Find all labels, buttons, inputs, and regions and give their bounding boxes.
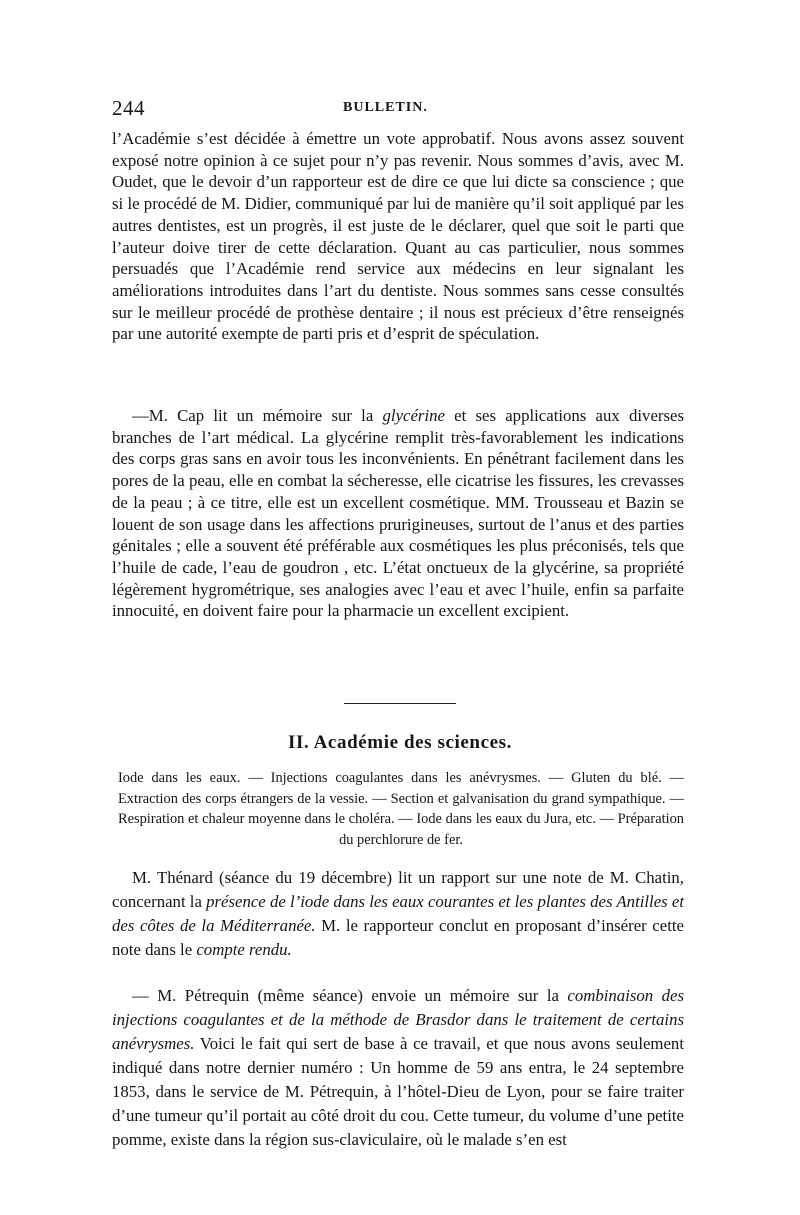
paragraph-thenard-italic-b: présence de l’iode dans les eaux courantes et les plantes des Antilles et des côtes de la Méditerranée. — [112, 892, 685, 935]
page-number: 244 — [112, 96, 145, 120]
paragraph-petrequin-italic: combinaison des injections coagulantes et de la méthode de Brasdor dans le traitement de certains anévrysmes. — [112, 986, 684, 1053]
paragraph-thenard-text-c: M. le rapporteur conclut en proposant d’insérer cette note dans le — [112, 916, 684, 959]
paragraph-glycerine — [112, 405, 684, 622]
paragraph-dentistry: l’Académie s’est décidée à émettre un vote approbatif. Nous avons assez souvent exposé notre opinion à ce sujet pour n’y pas revenir. Nous sommes d’avis, avec M. Oudet, que le devoir d’un rapporteur est de dire ce que lui dicte sa conscience ; que si le procédé de M. Didier, communiqué par lui de manière qu’il soit appliqué par les autres dentistes, est un progrès, il est juste de le déclarer, quel que soit le parti que l’auteur doive tirer de cette déclaration. Quant au cas particulier, nous sommes persuadés que l’Académie rend service aux médecins en leur signalant les améliorations introduites dans l’art du dentiste. Nous sommes sans cesse consultés sur le meilleur procédé de prothèse dentaire ; il nous est précieux d’être renseignés par une autorité exempte de parti pris et d’esprit de spéculation. — [112, 129, 684, 344]
section-divider — [344, 703, 456, 704]
paragraph-glycerine-italic: glycérine — [382, 406, 445, 425]
paragraph-thenard — [112, 866, 684, 962]
paragraph-petrequin-text-a: — M. Pétrequin (même séance) envoie un mémoire sur la — [132, 986, 568, 1005]
paragraph-petrequin — [112, 984, 684, 1152]
running-head: BULLETIN. — [343, 100, 428, 115]
paragraph-petrequin-text-c: Voici le fait qui sert de base à ce travail, et que nous avons seulement indiqué dans notre dernier numéro : Un homme de 59 ans entra, le 24 septembre 1853, dans le service de M. Pétrequin, à l’hôtel-Dieu de Lyon, pour se faire traiter d’une tumeur qu’il portait au côté droit du cou. Cette tumeur, du volume d’une petite pomme, existe dans la région sus-claviculaire, où le malade s’en est — [112, 1034, 684, 1149]
paragraph-thenard-text-a: M. Thénard (séance du 19 décembre) lit un rapport sur une note de M. Chatin, concernant la — [112, 868, 684, 911]
paragraph-glycerine-text-c: et ses applications aux diverses branches de l’art médical. La glycérine remplit très-favorablement les indications des corps gras sans en avoir tous les inconvénients. En pénétrant facilement dans les pores de la peau, elle en combat la sécheresse, elle cicatrise les fissures, les crevasses de la peau ; à ce titre, elle est un excellent cosmétique. MM. Trousseau et Bazin se louent de son usage dans les affections prurigineuses, surtout de l’anus et des parties génitales ; elle a souvent été préférable aux cosmétiques les plus préconisés, tels que l’huile de cade, l’eau de goudron , etc. L’état onctueux de la glycérine, sa propriété légèrement hygrométrique, ses analogies avec l’eau et avec l’huile, enfin sa parfaite innocuité, en doivent faire pour la pharmacie un excellent excipient. — [112, 406, 684, 621]
paragraph-glycerine-text-a: —M. Cap lit un mémoire sur la — [132, 406, 383, 425]
paragraph-thenard-italic-d: compte rendu. — [196, 940, 292, 959]
page-header — [112, 96, 688, 126]
section-title: II. Académie des sciences. — [287, 732, 513, 753]
section-summary: Iode dans les eaux. — Injections coagulantes dans les anévrysmes. — Gluten du blé. — Extraction des corps étrangers de la vessie. — Section et galvanisation du grand sympathique. — Respiration et chaleur moyenne dans le choléra. — Iode dans les eaux du Jura, etc. — Préparation du perchlorure de fer. — [118, 770, 684, 848]
